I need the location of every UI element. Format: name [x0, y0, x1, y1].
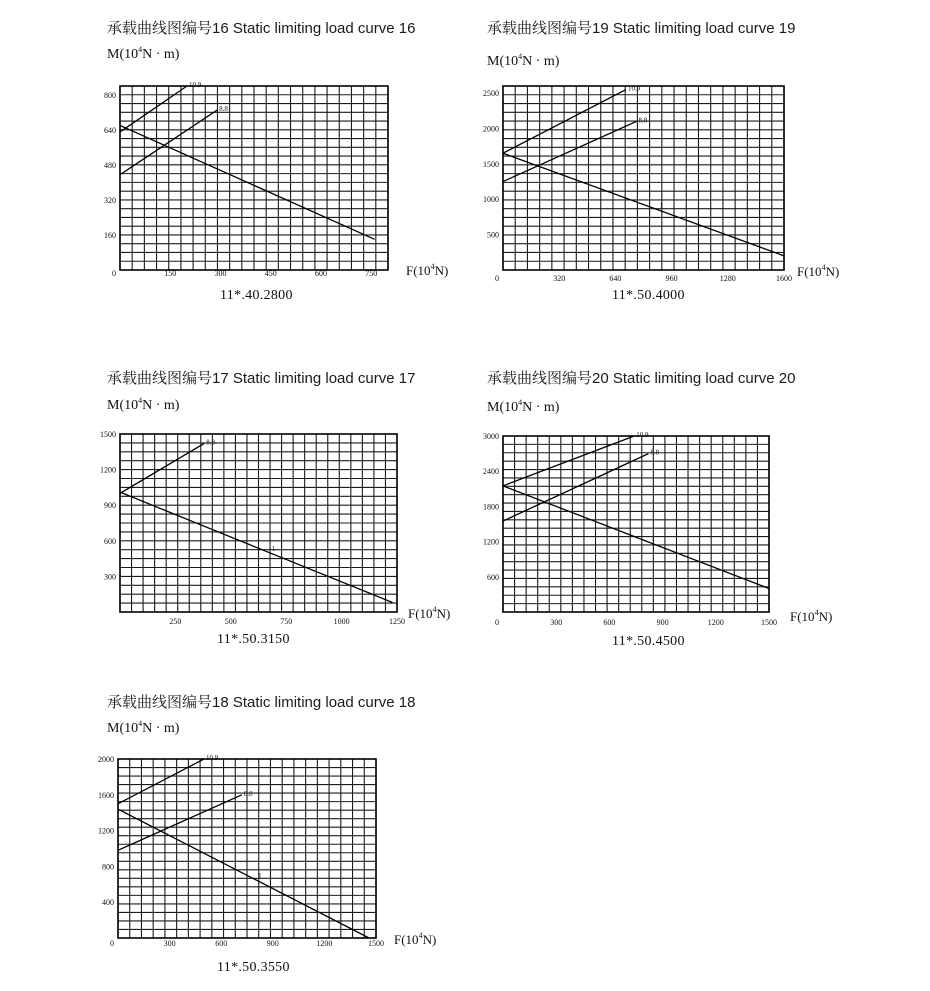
y-tick-label: 2000 — [98, 755, 114, 764]
y-tick-label: 1000 — [483, 195, 499, 205]
y-tick-label: 320 — [104, 195, 116, 205]
y-tick-label: 1500 — [483, 159, 499, 169]
x-tick-label: 1280 — [719, 274, 736, 283]
x-tick-label: 1500 — [368, 939, 384, 948]
series-label: 1 — [651, 534, 655, 543]
series-line — [118, 759, 204, 804]
x-tick-label: 300 — [163, 939, 176, 948]
x-tick-label: 0 — [495, 274, 499, 283]
x-axis-label: $F(10^4N)$ — [790, 608, 833, 624]
x-tick-label: 500 — [224, 617, 237, 626]
series-label: 10.9 — [206, 754, 219, 762]
x-tick-label: 300 — [550, 618, 563, 627]
series-label: 10.9 — [627, 84, 641, 93]
x-tick-label: 600 — [215, 939, 228, 948]
x-axis-label: $F(10^4N)$ — [406, 262, 449, 278]
x-tick-label: 0 — [495, 618, 499, 627]
chart-title: 承载曲线图编号18 Static limiting load curve 18 — [107, 694, 416, 711]
model-number: 11*.50.3550 — [217, 960, 290, 975]
series-label: 1 — [659, 201, 664, 210]
x-tick-label: 300 — [214, 269, 227, 278]
chart-title: 承载曲线图编号19 Static limiting load curve 19 — [487, 20, 796, 37]
series-label: 1 — [271, 544, 276, 553]
x-tick-label: 1500 — [761, 618, 777, 627]
chart-title: 承载曲线图编号20 Static limiting load curve 20 — [487, 370, 796, 387]
y-axis-label: $M(10^4N \cdot m)$ — [487, 52, 560, 69]
x-tick-label: 900 — [266, 939, 279, 948]
series-line — [118, 809, 369, 938]
y-tick-label: 2400 — [483, 467, 499, 477]
x-tick-label: 600 — [315, 269, 327, 278]
y-tick-label: 1500 — [100, 430, 116, 439]
y-tick-label: 1800 — [483, 502, 499, 512]
y-tick-label: 400 — [102, 898, 114, 908]
y-tick-label: 480 — [104, 160, 116, 170]
y-tick-label: 500 — [487, 230, 499, 240]
x-tick-label: 900 — [656, 618, 669, 627]
y-tick-label: 2000 — [483, 124, 499, 134]
x-tick-label: 1600 — [776, 274, 792, 283]
chart-title: 承载曲线图编号17 Static limiting load curve 17 — [107, 370, 416, 387]
model-number: 11*.50.4500 — [612, 634, 685, 649]
series-label: 8.8 — [650, 448, 660, 457]
x-tick-label: 1250 — [389, 617, 405, 626]
x-axis-label: $F(10^4N)$ — [394, 931, 437, 947]
series-label: 10.9 — [189, 81, 202, 89]
model-number: 11*.50.3150 — [217, 632, 290, 647]
x-axis-label: $F(10^4N)$ — [408, 605, 451, 621]
y-tick-label: 2500 — [483, 89, 499, 99]
y-tick-label: 1200 — [483, 537, 499, 547]
x-tick-label: 320 — [553, 274, 566, 283]
y-tick-label: 900 — [104, 501, 116, 511]
y-tick-label: 300 — [104, 572, 116, 582]
x-tick-label: 750 — [280, 617, 293, 626]
y-tick-label: 640 — [104, 125, 116, 135]
x-axis-label: $F(10^4N)$ — [797, 263, 840, 279]
x-tick-label: 0 — [112, 269, 116, 278]
y-tick-label: 1200 — [100, 465, 116, 475]
y-axis-label: $M(10^4N \cdot m)$ — [487, 398, 560, 415]
y-axis-label: $M(10^4N \cdot m)$ — [107, 396, 180, 413]
x-tick-label: 150 — [164, 269, 177, 278]
x-tick-label: 1200 — [316, 939, 333, 948]
series-label: 1 — [258, 872, 262, 881]
x-tick-label: 600 — [603, 618, 616, 627]
y-tick-label: 800 — [102, 862, 114, 872]
y-tick-label: 160 — [104, 230, 116, 240]
y-tick-label: 1600 — [98, 790, 114, 800]
y-tick-label: 600 — [104, 536, 116, 546]
grid — [118, 759, 376, 938]
x-tick-label: 1200 — [707, 618, 724, 627]
y-tick-label: 600 — [487, 572, 499, 582]
x-tick-label: 250 — [169, 617, 182, 626]
x-tick-label: 1000 — [333, 617, 350, 626]
model-number: 11*.50.4000 — [612, 288, 685, 303]
series-label: 8.8 — [219, 105, 228, 114]
series-label: 8.8 — [638, 116, 648, 125]
model-number: 11*.40.2800 — [220, 288, 293, 303]
x-tick-label: 960 — [665, 274, 678, 283]
series-label: 10.9 — [636, 431, 649, 439]
y-tick-label: 3000 — [483, 432, 499, 441]
x-tick-label: 450 — [264, 269, 277, 278]
x-tick-label: 640 — [609, 274, 622, 283]
y-axis-label: $M(10^4N \cdot m)$ — [107, 45, 180, 62]
x-tick-label: 0 — [110, 939, 114, 948]
y-tick-label: 1200 — [98, 826, 114, 836]
series-label: 8.8 — [243, 789, 253, 798]
chart-title: 承载曲线图编号16 Static limiting load curve 16 — [107, 20, 416, 37]
x-tick-label: 750 — [365, 269, 378, 278]
y-tick-label: 800 — [104, 90, 116, 100]
y-axis-label: $M(10^4N \cdot m)$ — [107, 719, 180, 736]
series-label: 8.8 — [206, 438, 215, 447]
